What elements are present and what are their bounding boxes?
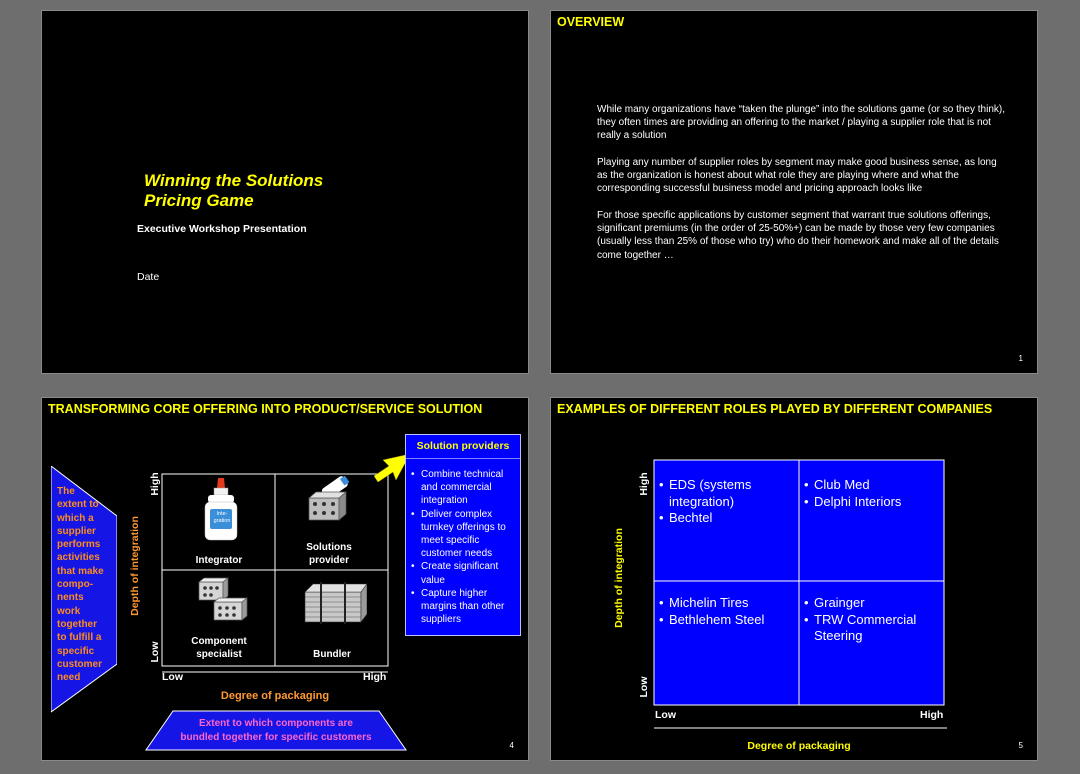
integration-definition-text: The extent to which a supplier performs activities that make compo- nents work together to fulfill a specific customer need — [57, 486, 104, 684]
overview-paragraph-3: For those specific applications by customer segment that warrant true solutions offerings, significant premiums (in the order of 25-50%+) can be made by those very few companies (usually less than 25% of those who try) who do their homework and make all of the details come together … — [597, 210, 999, 261]
presentation-subtitle: Executive Workshop Presentation — [137, 223, 307, 235]
presentation-title — [144, 171, 323, 211]
glue-and-blocks-icon — [304, 476, 354, 526]
company-item: • Michelin Tires — [659, 595, 791, 612]
solution-providers-box — [405, 434, 521, 636]
y-axis-low: Low — [638, 676, 650, 698]
company-item: • TRW Commercial Steering — [804, 612, 936, 645]
page-number: 5 — [1018, 741, 1023, 750]
page-number: 1 — [1018, 354, 1023, 363]
x-axis-low: Low — [162, 671, 183, 683]
cell-integrator: Integrator — [195, 555, 243, 566]
cell-component-specialist: Component specialist — [191, 636, 247, 660]
bullet-item: • Combine technical and commercial integration — [411, 468, 517, 508]
overview-paragraph-1: While many organizations have “taken the plunge” into the solutions game (or so they think), they often times are providing an offering to the market / playing a supplier role that is not really a solution — [597, 104, 1005, 142]
slide-title: EXAMPLES OF DIFFERENT ROLES PLAYED BY DIFFERENT COMPANIES — [557, 402, 993, 416]
company-item: • Bechtel — [659, 510, 791, 527]
slide-overview[interactable] — [550, 10, 1038, 374]
bullet-item: • Deliver complex turnkey offerings to meet specific customer needs — [411, 508, 517, 561]
packaging-definition-text: Extent to which components are bundled together for specific customers — [180, 718, 372, 743]
solution-providers-bullets — [411, 468, 517, 626]
company-item: • Delphi Interiors — [804, 494, 936, 511]
quadrant-top-left — [659, 477, 791, 527]
title-line-2: Pricing Game — [144, 191, 254, 210]
company-item: • Grainger — [804, 595, 936, 612]
bundle-icon — [301, 578, 367, 626]
slide-transforming-offering[interactable] — [41, 397, 529, 761]
bullet-item: • Capture higher margins than other suppliers — [411, 587, 517, 627]
slide-title: OVERVIEW — [557, 15, 625, 29]
y-axis-label: Depth of integration — [129, 516, 141, 616]
title-line-1: Winning the Solutions — [144, 171, 324, 190]
x-axis-label: Degree of packaging — [747, 740, 851, 752]
x-axis-high: High — [920, 709, 944, 721]
bullet-item: • Create significant value — [411, 560, 517, 586]
quadrant-bottom-right — [804, 595, 936, 645]
presentation-date: Date — [137, 271, 160, 283]
glue-bottle-icon — [202, 476, 240, 542]
cell-solutions-provider: Solutions provider — [306, 542, 352, 566]
x-axis-label: Degree of packaging — [220, 690, 330, 702]
slide-company-examples[interactable] — [550, 397, 1038, 761]
page-number: 4 — [509, 741, 514, 750]
solution-providers-title: Solution providers — [406, 435, 520, 459]
y-axis-low: Low — [149, 641, 161, 663]
quadrant-top-right — [804, 477, 936, 510]
overview-paragraph-2: Playing any number of supplier roles by segment may make good business sense, as long as the organization is honest about what role they are playing where and what the corresponding successful business model and pricing approach looks like — [597, 157, 997, 195]
slide-title[interactable] — [41, 10, 529, 374]
x-axis-high: High — [363, 671, 387, 683]
company-item: • EDS (systems integration) — [659, 477, 791, 510]
blocks-icon — [196, 576, 248, 624]
x-axis-low: Low — [655, 709, 676, 721]
y-axis-high: High — [638, 472, 650, 496]
glue-bottle-label: Inte- gration — [213, 511, 231, 524]
quadrant-bottom-left — [659, 595, 791, 628]
slide-title: TRANSFORMING CORE OFFERING INTO PRODUCT/SERVICE SOLUTION — [48, 402, 483, 416]
cell-bundler: Bundler — [313, 649, 351, 660]
y-axis-label: Depth of integration — [613, 528, 625, 628]
y-axis-high: High — [149, 472, 161, 496]
company-item: • Club Med — [804, 477, 936, 494]
company-item: • Bethlehem Steel — [659, 612, 791, 629]
